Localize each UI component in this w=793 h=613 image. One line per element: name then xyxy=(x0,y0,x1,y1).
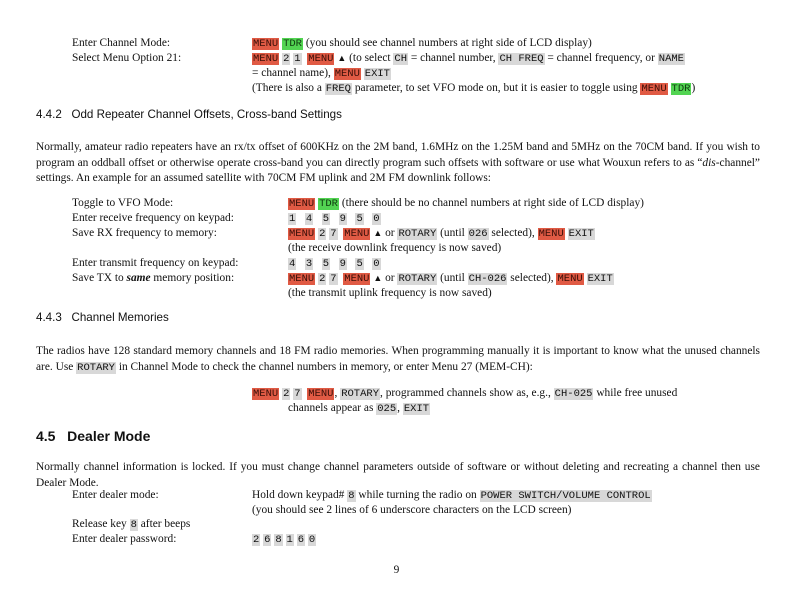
instruction-value: channels appear as 025, EXIT xyxy=(288,402,430,415)
keypad-sequence: 1 4 5 9 5 0 xyxy=(289,213,380,225)
lcd-ch: CH xyxy=(394,53,408,65)
lcd-name: NAME xyxy=(658,53,684,65)
instruction-note: (There is also a FREQ parameter, to set VFO mode on, but it is easier to toggle using MENU TDR) xyxy=(252,82,696,95)
keypad-sequence: 2 6 8 1 6 0 xyxy=(253,534,316,546)
lcd-ch-freq: CH FREQ xyxy=(499,53,544,65)
key-tdr: TDR xyxy=(319,198,338,210)
instruction-label: Release key 8 after beeps xyxy=(72,518,191,531)
instruction-note: (you should see 2 lines of 6 underscore characters on the LCD screen) xyxy=(252,504,572,516)
key-menu: MENU xyxy=(289,198,315,210)
instruction-label: Enter receive frequency on keypad: xyxy=(72,212,234,224)
section-heading: 4.5 Dealer Mode xyxy=(36,428,151,444)
instruction-value: Hold down keypad# 8 while turning the radio on POWER SWITCH/VOLUME CONTROL xyxy=(252,489,651,502)
key-tdr: TDR xyxy=(671,83,691,95)
instruction-label: Enter Channel Mode: xyxy=(72,37,171,49)
instruction-label: Enter dealer mode: xyxy=(72,489,159,501)
up-arrow-icon: ▲ xyxy=(337,53,347,63)
instruction-label: Save TX to same memory position: xyxy=(72,272,235,284)
instruction-label: Enter dealer password: xyxy=(72,533,177,545)
instruction-value: MENU TDR (there should be no channel numbers at right side of LCD display) xyxy=(289,197,644,210)
key-menu: MENU xyxy=(253,38,279,50)
instruction-value: MENU 2 7 MENU ▲ or ROTARY (until 026 selected), MENU EXIT xyxy=(289,227,594,240)
key-tdr: TDR xyxy=(283,38,302,50)
key-digit: 2 xyxy=(283,53,290,65)
keypad-sequence: 4 3 5 9 5 0 xyxy=(289,258,380,270)
key-menu: MENU xyxy=(334,68,360,80)
instruction-label: Toggle to VFO Mode: xyxy=(72,197,174,209)
paragraph: Normally, amateur radio repeaters have an rx/tx offset of 600KHz on the 2M band, 1.6MHz on the 1.25M band and 5MHz on the 70CM band. If you wish to program an oddball offset or otherwise operate cross-band you can directly program such offsets with software or use what Wouxun refers to as “dis-channel” settings. An example for an assumed satellite with 70CM FM uplink and 2M FM downlink follows: xyxy=(36,141,760,184)
key-menu: MENU xyxy=(641,83,667,95)
instruction-label: Save RX frequency to memory: xyxy=(72,227,217,239)
section-heading: 4.4.2 Odd Repeater Channel Offsets, Cross-band Settings xyxy=(36,108,342,121)
paragraph: Normally channel information is locked. If you must change channel parameters outside of software or without deleting and recreating a channel then use Dealer Mode. xyxy=(36,461,760,489)
lcd-freq: FREQ xyxy=(325,83,351,95)
instruction-value: = channel name), MENU EXIT xyxy=(252,67,390,80)
up-arrow-icon: ▲ xyxy=(373,273,383,283)
instruction-value: MENU 2 7 MENU, ROTARY, programmed channels show as, e.g., CH-025 while free unused xyxy=(253,387,678,400)
key-menu: MENU xyxy=(253,53,279,65)
instruction-note: (the transmit uplink frequency is now saved) xyxy=(288,287,492,299)
key-digit: 1 xyxy=(294,53,301,65)
instruction-note: (the receive downlink frequency is now saved) xyxy=(288,242,502,254)
instruction-value: MENU 2 7 MENU ▲ or ROTARY (until CH-026 selected), MENU EXIT xyxy=(289,272,613,285)
instruction-value: MENU 2 1 MENU ▲ (to select CH = channel number, CH FREQ = channel frequency, or NAME xyxy=(253,52,684,65)
key-menu: MENU xyxy=(308,53,334,65)
key-exit: EXIT xyxy=(364,68,390,80)
page-number: 9 xyxy=(393,564,400,576)
instruction-label: Select Menu Option 21: xyxy=(72,52,182,64)
up-arrow-icon: ▲ xyxy=(373,228,383,238)
instruction-value: MENU TDR (you should see channel numbers at right side of LCD display) xyxy=(253,37,592,50)
section-heading: 4.4.3 Channel Memories xyxy=(36,311,169,324)
instruction-label: Enter transmit frequency on keypad: xyxy=(72,257,239,269)
paragraph: The radios have 128 standard memory channels and 18 FM radio memories. When programming manually it is important to know what the unused channels are. Use ROTARY in Channel Mode to check the channel numbers in memory, or enter Menu 27 (MEM-CH): xyxy=(36,345,760,374)
